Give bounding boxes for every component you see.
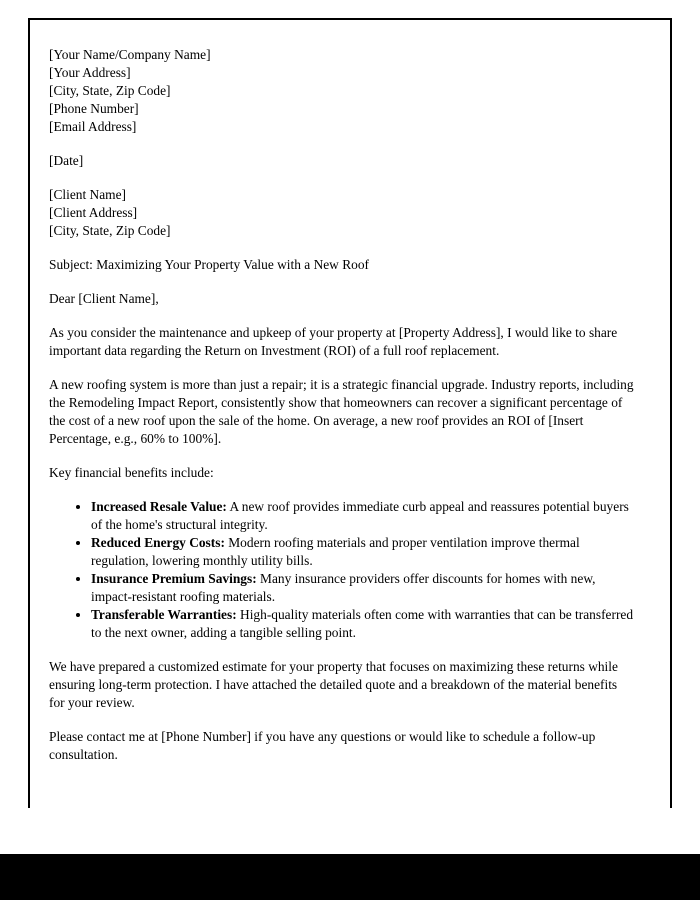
benefit-title: Reduced Energy Costs: [91,535,225,550]
client-city-line: [City, State, Zip Code] [49,223,171,238]
benefits-intro: Key financial benefits include: [49,465,214,480]
benefits-list [49,498,634,642]
benefit-item-warranties [91,606,634,642]
sender-address-block [49,46,634,136]
sender-name-line: [Your Name/Company Name] [49,47,211,62]
benefit-title: Transferable Warranties: [91,607,237,622]
benefit-text: High-quality materials often come with warranties that can be transferred to the next owner, adding a tangible selling point. [91,607,634,640]
benefit-title: Insurance Premium Savings: [91,571,257,586]
subject-line: Subject: Maximizing Your Property Value with a New Roof [49,257,369,272]
benefit-item-insurance-savings [91,570,634,606]
bottom-black-bar [0,854,700,900]
sender-email-line: [Email Address] [49,119,137,134]
benefit-item-energy-costs [91,534,634,570]
recipient-address-block [49,186,634,240]
benefit-text: A new roof provides immediate curb appeal and reassures potential buyers of the home's structural integrity. [91,499,629,532]
benefit-item-resale-value [91,498,634,534]
letter-frame [28,18,672,808]
sender-city-line: [City, State, Zip Code] [49,83,171,98]
intro-paragraph: As you consider the maintenance and upkeep of your property at [Property Address], I would like to share important data regarding the Return on Investment (ROI) of a full roof replacement. [49,325,618,358]
estimate-paragraph: We have prepared a customized estimate for your property that focuses on maximizing these returns while ensuring long-term protection. I have attached the detailed quote and a breakdown of the material benefits for your review. [49,659,618,710]
client-address-line: [Client Address] [49,205,138,220]
benefit-text: Modern roofing materials and proper ventilation improve thermal regulation, lowering monthly utility bills. [91,535,580,568]
roi-paragraph: A new roofing system is more than just a repair; it is a strategic financial upgrade. Industry reports, including the Remodeling Impact Report, consistently show that homeowners can recover a significant percentage of the cost of a new roof upon the sale of the home. On average, a new roof provides an ROI of [Insert Percentage, e.g., 60% to 100%]. [49,377,634,446]
sender-phone-line: [Phone Number] [49,101,139,116]
client-name-line: [Client Name] [49,187,126,202]
date-line: [Date] [49,153,84,168]
salutation: Dear [Client Name], [49,291,159,306]
contact-paragraph: Please contact me at [Phone Number] if you have any questions or would like to schedule a follow-up consultation. [49,729,596,762]
benefit-title: Increased Resale Value: [91,499,227,514]
sender-address-line: [Your Address] [49,65,131,80]
benefit-text: Many insurance providers offer discounts for homes with new, impact-resistant roofing materials. [91,571,596,604]
